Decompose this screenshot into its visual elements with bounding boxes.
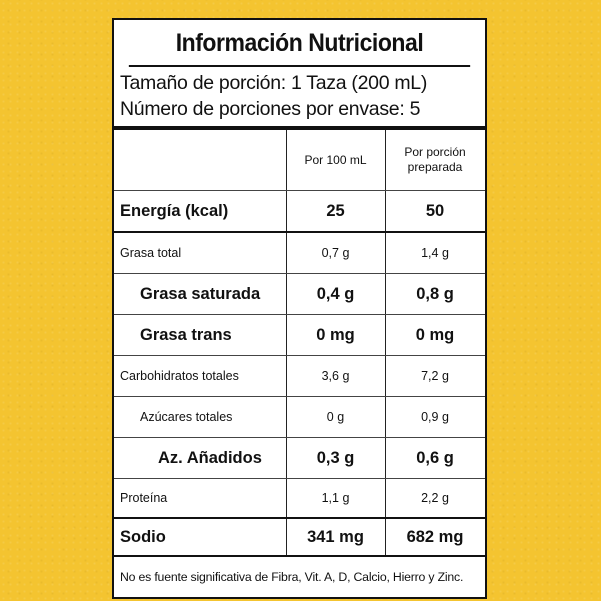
table-row bbox=[114, 397, 485, 437]
nutrient-name: Sodio bbox=[120, 527, 166, 546]
nutrient-name: Azúcares totales bbox=[140, 410, 233, 424]
nutrient-value-per-serving: 0,6 g bbox=[416, 448, 454, 467]
nutrient-name: Energía (kcal) bbox=[120, 201, 229, 220]
table-row bbox=[114, 191, 485, 231]
nutrient-value-per-serving: 50 bbox=[425, 201, 445, 220]
table-row bbox=[114, 356, 485, 396]
nutrient-name: Grasa total bbox=[120, 246, 182, 260]
nutrition-facts-panel bbox=[112, 18, 487, 599]
column-header-row bbox=[114, 130, 485, 190]
nutrient-value-per-100: 3,6 g bbox=[321, 369, 350, 383]
column-header-per-serving-line2: preparada bbox=[407, 160, 463, 174]
table-row bbox=[114, 233, 485, 273]
nutrient-value-per-100: 1,1 g bbox=[321, 491, 350, 505]
nutrient-value-per-serving: 0 mg bbox=[415, 325, 455, 344]
nutrient-value-per-serving: 0,8 g bbox=[416, 284, 454, 303]
column-header-per-serving bbox=[385, 145, 485, 175]
nutrient-value-per-100: 0,7 g bbox=[321, 246, 350, 260]
nutrient-name: Carbohidratos totales bbox=[120, 369, 239, 383]
table-row bbox=[114, 315, 485, 355]
label-title: Información Nutricional bbox=[129, 20, 470, 67]
nutrient-value-per-serving: 0,9 g bbox=[421, 410, 449, 424]
table-row bbox=[114, 274, 485, 314]
table-row bbox=[114, 438, 485, 478]
nutrient-value-per-serving: 1,4 g bbox=[421, 246, 449, 260]
nutrient-value-per-serving: 682 mg bbox=[406, 527, 464, 546]
nutrient-name: Az. Añadidos bbox=[158, 448, 262, 467]
column-header-per-100: Por 100 mL bbox=[304, 152, 367, 167]
nutrient-value-per-100: 25 bbox=[326, 201, 345, 220]
serving-info bbox=[120, 70, 427, 122]
table-row bbox=[114, 479, 485, 517]
column-header-per-serving-line1: Por porción bbox=[404, 145, 466, 159]
nutrient-value-per-100: 0 g bbox=[326, 410, 345, 424]
nutrient-value-per-100: 0 mg bbox=[316, 325, 355, 344]
nutrient-value-per-serving: 2,2 g bbox=[421, 491, 449, 505]
table-row bbox=[114, 519, 485, 555]
nutrient-name: Grasa saturada bbox=[140, 284, 261, 303]
nutrient-name: Proteína bbox=[120, 491, 168, 505]
nutrient-value-per-100: 0,3 g bbox=[316, 448, 355, 467]
serving-size: Tamaño de porción: 1 Taza (200 mL) bbox=[120, 72, 428, 94]
table-bottom-divider bbox=[114, 555, 485, 557]
nutrient-value-per-100: 341 mg bbox=[307, 527, 364, 546]
servings-per-container: Número de porciones por envase: 5 bbox=[120, 98, 421, 120]
nutrient-value-per-serving: 7,2 g bbox=[421, 369, 449, 383]
footnote: No es fuente significativa de Fibra, Vit. A, D, Calcio, Hierro y Zinc. bbox=[120, 570, 464, 584]
nutrient-name: Grasa trans bbox=[140, 325, 232, 344]
nutrient-value-per-100: 0,4 g bbox=[316, 284, 355, 303]
